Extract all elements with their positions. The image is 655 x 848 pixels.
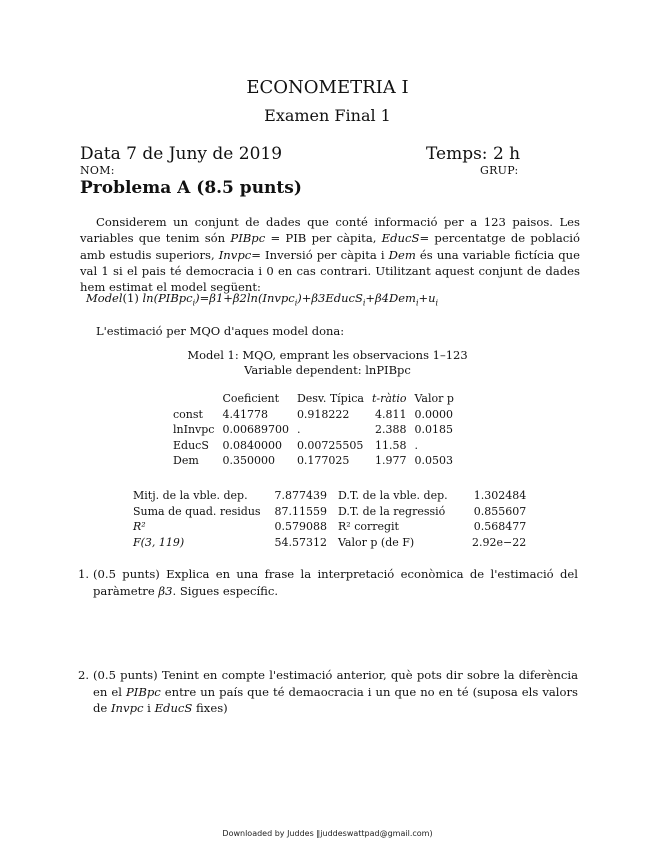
column-header (169, 391, 218, 407)
intro-text: és una variable fictícia que val 1 si el pais té democracia i 0 en cas contrari. Utilitzant aquest conjunt de dades hem estimat el model següent: (80, 247, 580, 295)
exam-title: ECONOMETRIA I (246, 77, 409, 98)
stat-label: Suma de quad. residus (133, 504, 261, 518)
column-header: t-ràtio (371, 392, 407, 406)
coef-value: 4.41778 (222, 407, 268, 421)
var-invpc: Invpc (218, 247, 252, 262)
question-text (93, 566, 578, 599)
q-text: . Sigues específic. (172, 583, 279, 598)
p-value: 0.0503 (414, 454, 453, 468)
intro-text: = PIB per càpita, (265, 231, 382, 246)
name-label: NOM: (80, 164, 115, 177)
p-value: 0.0000 (414, 407, 453, 421)
stats-row (130, 488, 529, 504)
var-dem: Dem (388, 247, 416, 262)
download-footer: Downloaded by Juddes ‖juddeswattpad@gmail.com) (222, 829, 433, 838)
column-header: Desv. Típica (296, 392, 364, 406)
var-name: Dem (173, 454, 199, 468)
stat-label: F(3, 119) (133, 535, 185, 549)
stat-label: Valor p (de F) (338, 535, 415, 549)
column-header: Coeficient (222, 392, 280, 406)
t-value: 11.58 (374, 438, 407, 452)
q-var: PIBpc (125, 684, 161, 699)
stats-row (130, 519, 529, 535)
stats-row (130, 535, 529, 551)
column-header: Valor p (414, 392, 454, 406)
stat-value: 2.92e−22 (472, 535, 527, 549)
exam-subtitle: Examen Final 1 (264, 106, 391, 125)
var-name: EducS (173, 438, 209, 452)
stat-value: 1.302484 (473, 489, 527, 503)
eq-part: )=β1+β2ln(Invpc (195, 291, 295, 305)
table-row (169, 422, 458, 438)
exam-date: Data 7 de Juny de 2019 (80, 144, 283, 164)
problem-title: Problema A (8.5 punts) (80, 178, 302, 198)
estimation-intro: L'estimació per MQO d'aques model dona: (96, 324, 345, 338)
t-value: 1.977 (374, 454, 407, 468)
stat-value: 54.57312 (274, 535, 327, 549)
subscript: i (415, 298, 419, 308)
stat-value: 0.568477 (473, 520, 527, 534)
stat-value: 7.877439 (274, 489, 327, 503)
stat-label: R² corregit (338, 520, 399, 534)
table-row (169, 407, 458, 423)
p-value: 0.0185 (414, 423, 453, 437)
q-var: EducS (154, 701, 193, 715)
q-text: i (143, 701, 155, 715)
problem-intro (80, 214, 580, 295)
coef-value: 0.00689700 (222, 423, 289, 437)
subscript: i (192, 298, 196, 308)
model-number: (1) (122, 291, 143, 305)
question-text (93, 667, 578, 717)
stat-value: 0.855607 (473, 504, 527, 518)
stats-row (130, 504, 529, 520)
coef-value: 0.0840000 (222, 438, 282, 452)
var-name: const (173, 407, 203, 421)
group-label: GRUP: (480, 164, 519, 177)
eq-part: )+β3EducS (297, 291, 363, 305)
q-text: (0.5 punts) Explica en una frase la interpretació econòmica de l'estimació del paràmetre (93, 567, 578, 598)
question-number: 2. (78, 668, 90, 682)
eq-part: +u (418, 291, 436, 305)
eq-part: +β4Dem (365, 291, 416, 305)
exam-duration: Temps: 2 h (426, 144, 521, 164)
table-header-row (169, 391, 458, 407)
q-text: fixes) (192, 701, 228, 715)
q-param: β3 (158, 583, 173, 598)
se-value: 0.00725505 (296, 438, 364, 452)
q-var: Invpc (110, 701, 144, 715)
se-value: . (296, 423, 301, 437)
table-row (169, 438, 458, 454)
regression-header (0, 348, 655, 378)
model-label: Model (86, 291, 123, 305)
stat-label: D.T. de la regressió (338, 504, 446, 518)
intro-text: = percentatge de població amb estudis superiors, (80, 231, 580, 262)
statistics-table (130, 488, 529, 550)
stat-value: 0.579088 (274, 520, 327, 534)
stat-label: R² (133, 520, 146, 534)
stat-label: D.T. de la vble. dep. (338, 489, 448, 503)
model-line: Model 1: MQO, emprant les observacions 1–123 (187, 348, 468, 362)
t-value: 2.388 (374, 423, 407, 437)
dependent-line: Variable dependent: lnPIBpc (244, 363, 411, 377)
t-value: 4.811 (374, 407, 407, 421)
subscript: i (362, 298, 366, 308)
question-number: 1. (78, 567, 90, 581)
subscript: i (294, 298, 298, 308)
coefficients-table (169, 391, 458, 469)
var-name: lnInvpc (173, 423, 215, 437)
var-educs: EducS (381, 231, 420, 246)
q-text: (0.5 punts) Tenint en compte l'estimació anterior, què pots dir sobre la diferència en el (93, 668, 578, 699)
eq-part: ln(PIBpc (142, 291, 193, 305)
model-equation (86, 291, 438, 307)
var-pibpc: PIBpc (230, 231, 266, 246)
p-value: . (414, 438, 418, 452)
stat-label: Mitj. de la vble. dep. (133, 489, 248, 503)
coef-value: 0.350000 (222, 454, 275, 468)
stat-value: 87.11559 (274, 504, 327, 518)
intro-text: Considerem un conjunt de dades que conté informació per a 123 paisos. Les variables que tenim són (80, 215, 580, 246)
q-text: entre un país que té demaocracia i un que no en té (suposa els valors de (93, 684, 578, 715)
se-value: 0.918222 (296, 407, 350, 421)
subscript: i (435, 298, 439, 308)
se-value: 0.177025 (296, 454, 350, 468)
table-row (169, 453, 458, 469)
intro-text: = Inversió per càpita i (251, 247, 389, 262)
